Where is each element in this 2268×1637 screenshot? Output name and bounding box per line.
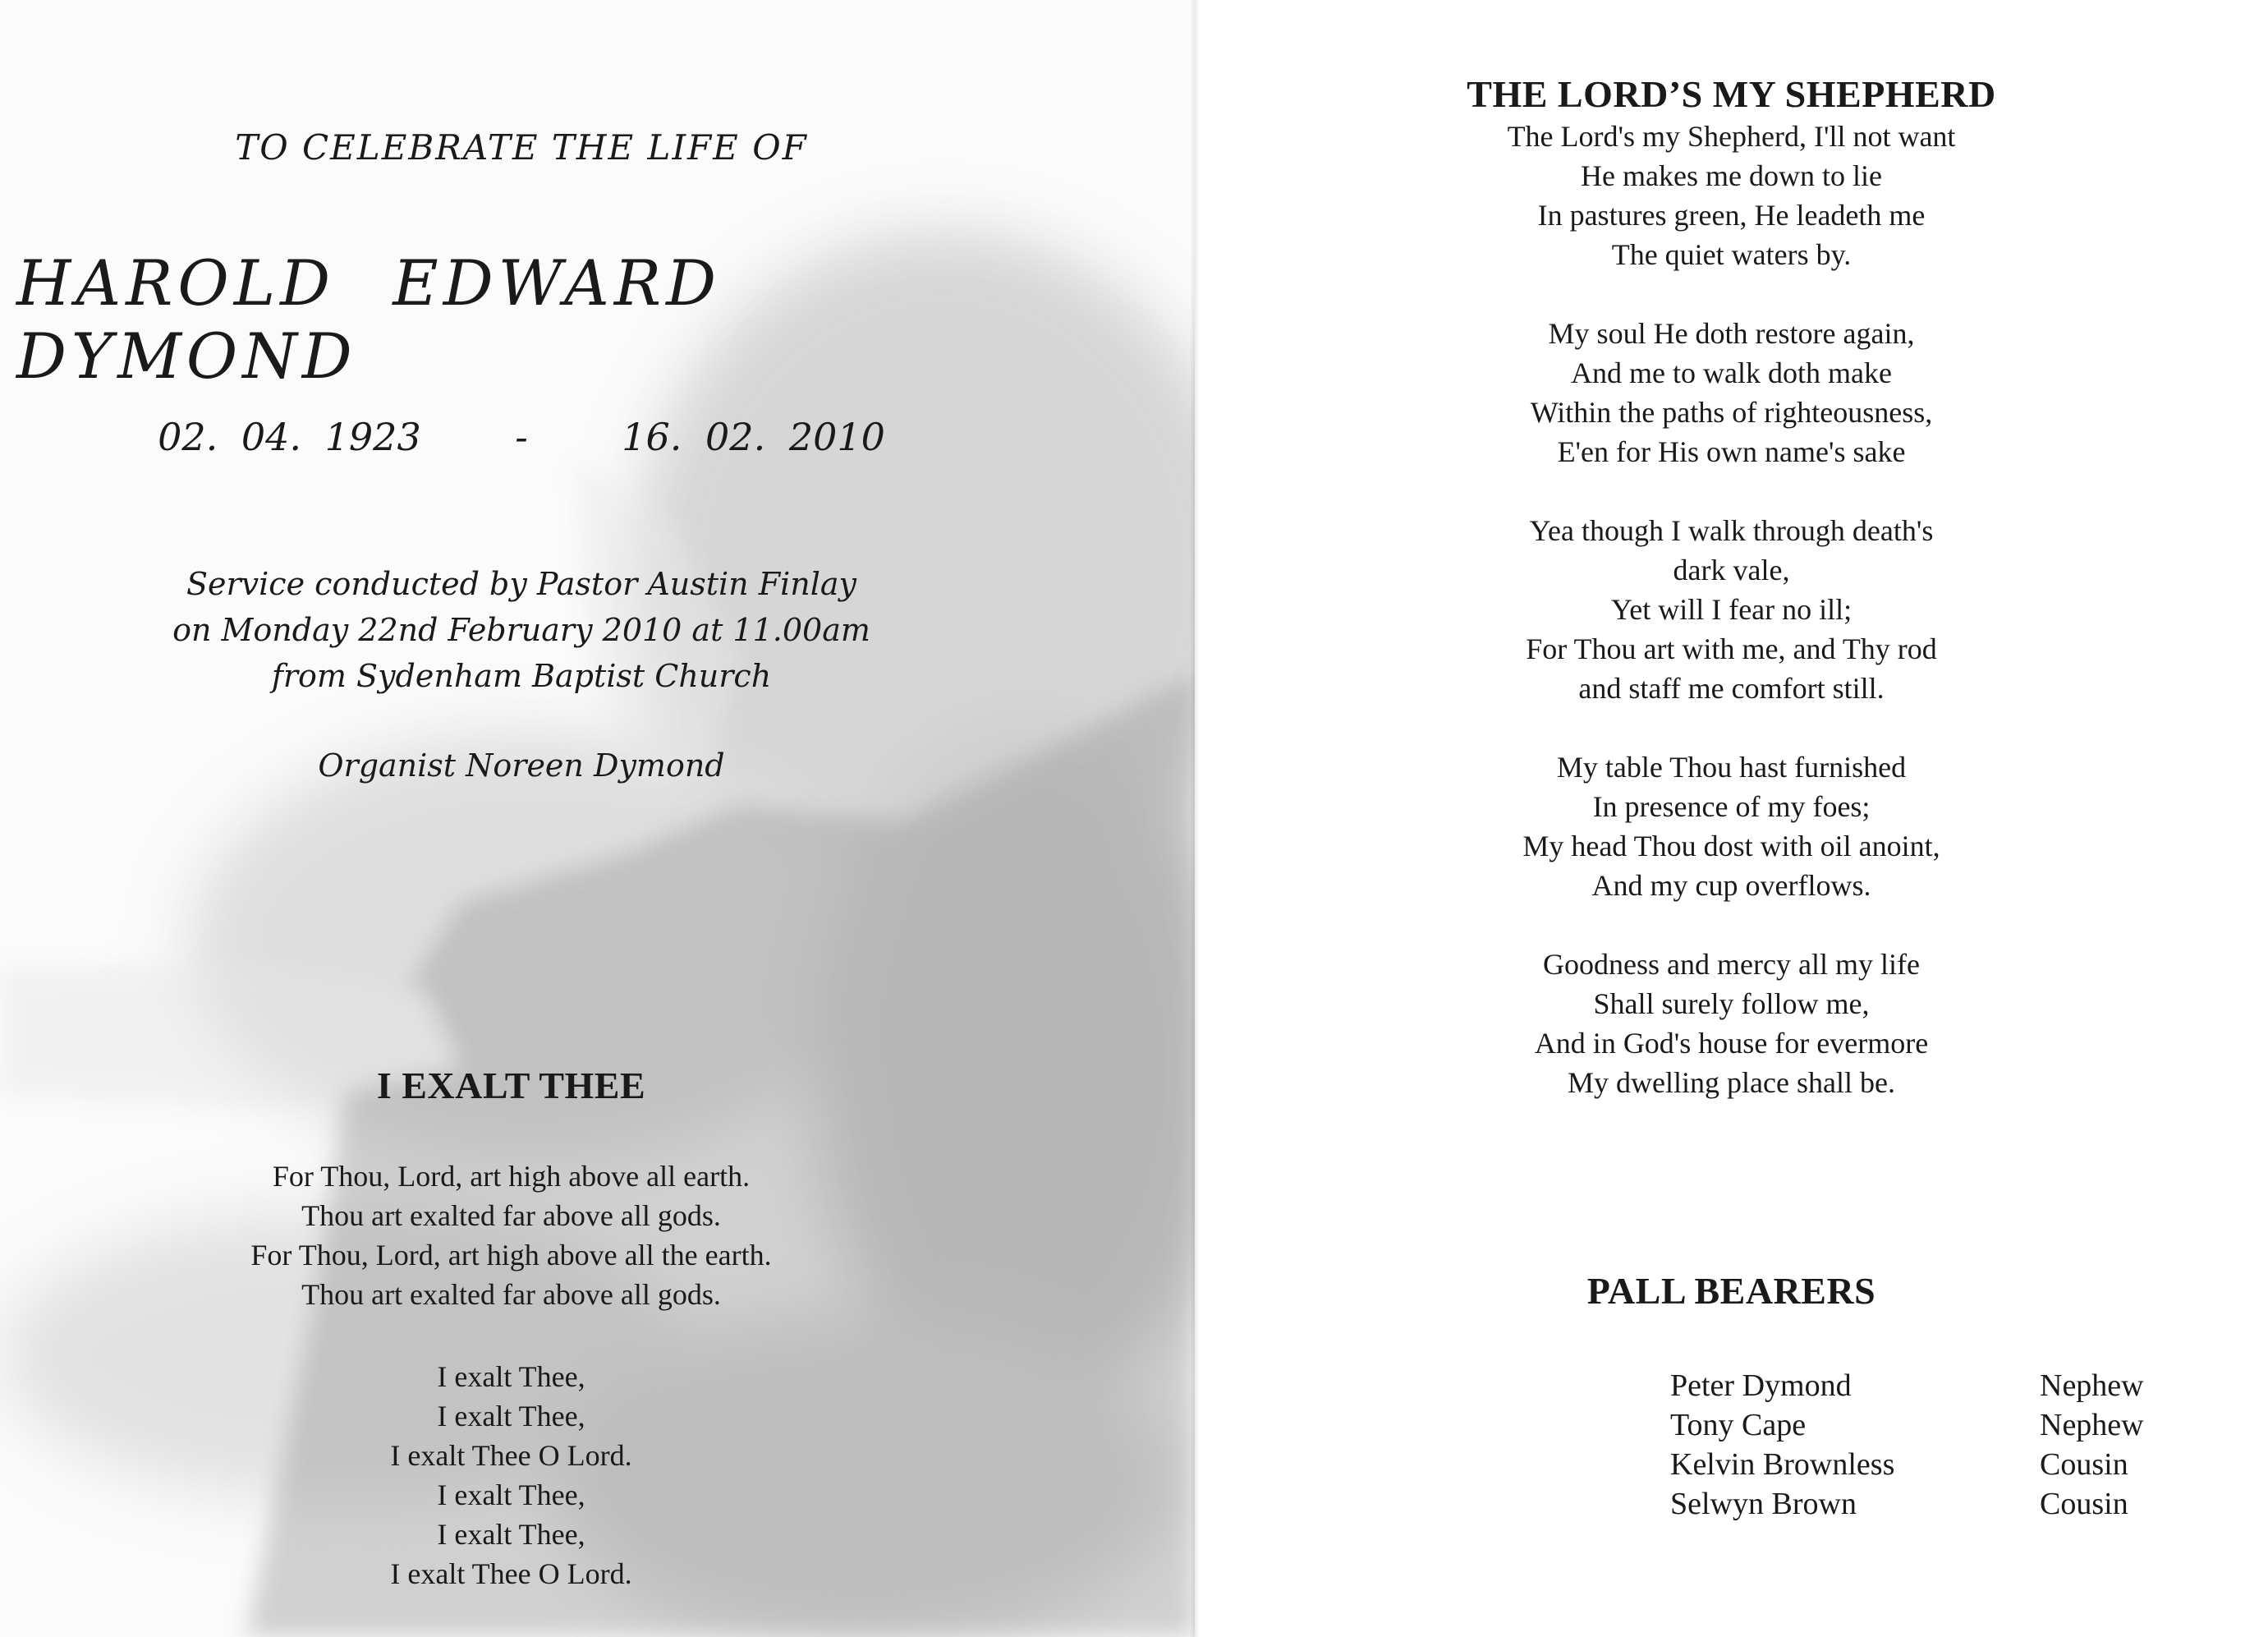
- pall-bearer-relation: Cousin: [2040, 1447, 2128, 1482]
- verse-line: and staff me comfort still.: [1578, 672, 1885, 705]
- verse-line: The Lord's my Shepherd, I'll not want: [1507, 120, 1956, 153]
- verse-line: And my cup overflows.: [1591, 869, 1871, 902]
- verse-line: My soul He doth restore again,: [1548, 317, 1915, 350]
- verse-line: The quiet waters by.: [1611, 238, 1852, 271]
- hymn-stanza: [1195, 945, 2268, 1102]
- pall-bearer-row: [1670, 1445, 2146, 1484]
- verse-line: Thou art exalted far above all gods.: [301, 1199, 721, 1232]
- hymn-stanza: [1195, 511, 2268, 708]
- pall-bearer-row: [1670, 1405, 2146, 1445]
- pall-bearer-relation: Cousin: [2040, 1487, 2128, 1521]
- life-dates: [0, 415, 1043, 459]
- pall-bearers-title: PALL BEARERS: [1586, 1270, 1876, 1312]
- pall-bearer-row: [1670, 1484, 2146, 1524]
- verse-line: Within the paths of righteousness,: [1530, 396, 1933, 429]
- verse-line: I exalt Thee,: [437, 1360, 585, 1393]
- verse-line: I exalt Thee,: [437, 1478, 585, 1511]
- verse-line: For Thou, Lord, art high above all the earth.: [250, 1239, 772, 1271]
- service-line: on Monday 22nd February 2010 at 11.00am: [172, 612, 870, 648]
- verse-line: For Thou, Lord, art high above all earth.: [272, 1160, 751, 1193]
- service-details: [0, 561, 1043, 699]
- hymn-title-lords-my-shepherd: THE LORD’S MY SHEPHERD: [1467, 73, 1996, 115]
- verse-line: My dwelling place shall be.: [1568, 1066, 1895, 1099]
- pall-bearer-relation: Nephew: [2040, 1408, 2144, 1442]
- hymn-stanzas: [1195, 117, 2268, 1142]
- verse-line: I exalt Thee,: [437, 1400, 585, 1432]
- verse-line: dark vale,: [1673, 554, 1790, 586]
- verse-line: And in God's house for evermore: [1534, 1027, 1929, 1060]
- verse-line: I exalt Thee O Lord.: [390, 1439, 632, 1472]
- death-date: 16. 02. 2010: [622, 415, 885, 459]
- pall-bearer-relation: Nephew: [2040, 1368, 2144, 1403]
- verse-line: He makes me down to lie: [1581, 159, 1882, 192]
- pall-bearers-list: [1670, 1366, 2146, 1524]
- celebrate-heading: TO CELEBRATE THE LIFE OF: [235, 127, 808, 168]
- hymn-stanza: [1195, 314, 2268, 471]
- verse-line: I exalt Thee,: [437, 1518, 585, 1551]
- verse-line: My table Thou hast furnished: [1556, 751, 1907, 784]
- birth-date: 02. 04. 1923: [158, 415, 421, 459]
- verse-line: Yea though I walk through death's: [1529, 514, 1934, 547]
- pall-bearer-name: Tony Cape: [1670, 1408, 1807, 1442]
- hymn-verse: [0, 1156, 1022, 1314]
- verse-line: I exalt Thee O Lord.: [390, 1557, 632, 1590]
- hymn-chorus: [0, 1357, 1022, 1593]
- hymn-stanza: [1195, 747, 2268, 905]
- verse-line: E'en for His own name's sake: [1557, 435, 1906, 468]
- verse-line: For Thou art with me, and Thy rod: [1526, 632, 1937, 665]
- verse-line: Yet will I fear no ill;: [1610, 593, 1853, 626]
- verse-line: Shall surely follow me,: [1593, 987, 1870, 1020]
- service-line: Service conducted by Pastor Austin Finlay: [186, 566, 856, 602]
- verse-line: Goodness and mercy all my life: [1543, 948, 1920, 981]
- pall-bearer-name: Peter Dymond: [1670, 1368, 1852, 1403]
- deceased-name: HAROLD EDWARD DYMOND: [16, 246, 722, 393]
- pall-bearer-row: [1670, 1366, 2146, 1405]
- verse-line: And me to walk doth make: [1571, 356, 1892, 389]
- verse-line: My head Thou dost with oil anoint,: [1522, 830, 1940, 862]
- verse-line: Thou art exalted far above all gods.: [301, 1278, 721, 1311]
- organist-line: Organist Noreen Dymond: [318, 747, 725, 784]
- hymn-title-i-exalt-thee: I EXALT THEE: [376, 1065, 646, 1106]
- date-separator: -: [515, 415, 528, 459]
- pall-bearer-name: Selwyn Brown: [1670, 1487, 1857, 1521]
- hymn-stanza: [1195, 117, 2268, 274]
- pall-bearer-name: Kelvin Brownless: [1670, 1447, 1895, 1482]
- service-line: from Sydenham Baptist Church: [271, 658, 772, 694]
- verse-line: In pastures green, He leadeth me: [1537, 199, 1926, 232]
- verse-line: In presence of my foes;: [1592, 790, 1871, 823]
